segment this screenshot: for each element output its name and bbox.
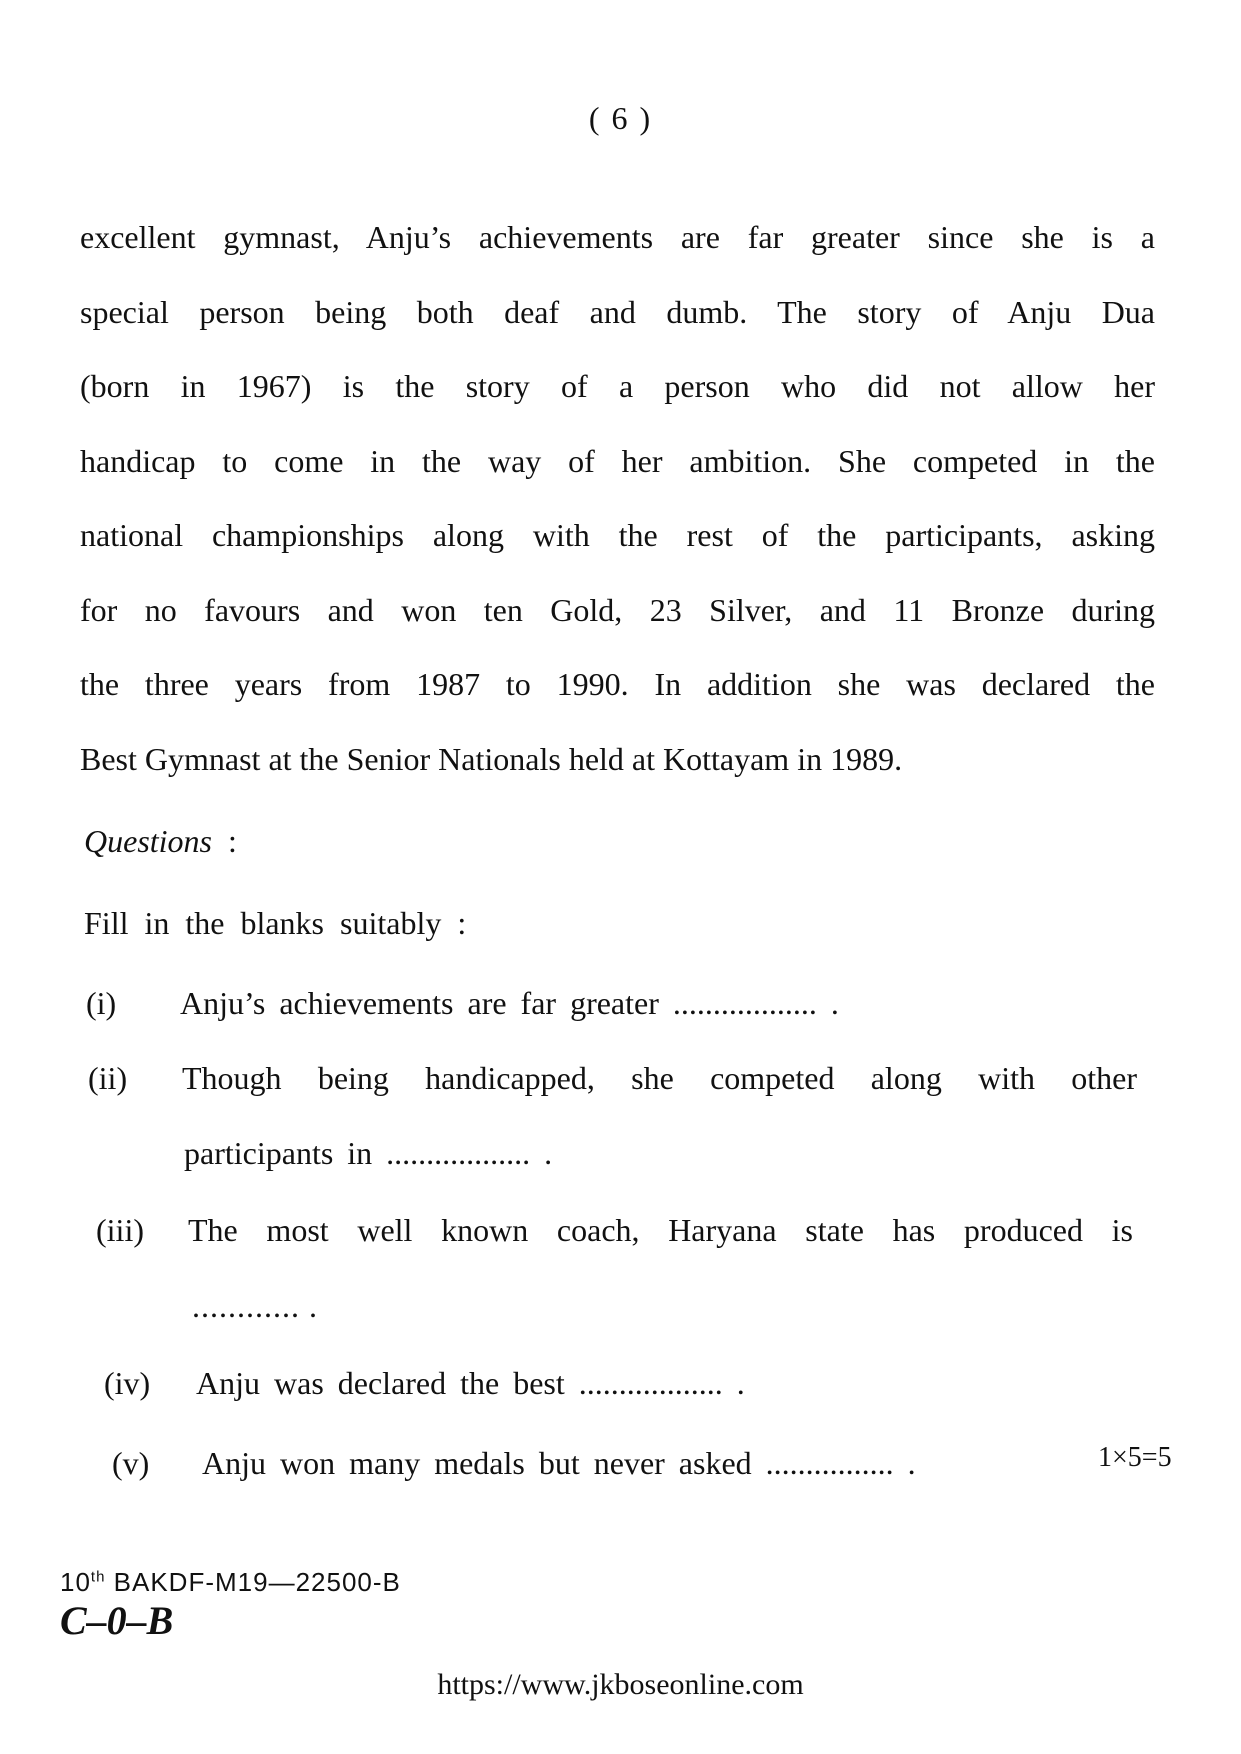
question-2-continuation: participants in .................. . bbox=[184, 1135, 553, 1171]
passage-line: handicap to come in the way of her ambition. She competed in the bbox=[80, 442, 1155, 479]
question-number: (v) bbox=[112, 1445, 150, 1481]
paper-code-sup: th bbox=[90, 1568, 106, 1586]
passage-line: for no favours and won ten Gold, 23 Silver, and 11 Bronze during bbox=[80, 591, 1155, 628]
paper-code-prefix: 10 bbox=[60, 1567, 91, 1597]
paper-code bbox=[60, 1567, 401, 1598]
passage-line: excellent gymnast, Anju’s achievements are far greater since she is a bbox=[80, 219, 1155, 255]
question-text: The most well known coach, Haryana state has produced is bbox=[188, 1212, 1133, 1248]
passage-line: the three years from 1987 to 1990. In addition she was declared the bbox=[80, 666, 1155, 702]
passage-line: national championships along with the rest of the participants, asking bbox=[80, 517, 1155, 553]
questions-heading bbox=[84, 823, 237, 860]
passage-line: special person being both deaf and dumb. The story of Anju Dua bbox=[80, 293, 1155, 330]
question-number: (iii) bbox=[96, 1212, 144, 1248]
question-number: (i) bbox=[86, 985, 117, 1021]
question-text: Anju was declared the best .................. . bbox=[196, 1365, 745, 1401]
question-number: (ii) bbox=[88, 1060, 128, 1096]
series-code: C–0–B bbox=[60, 1598, 174, 1643]
questions-heading-text: Questions bbox=[84, 823, 212, 859]
question-number: (iv) bbox=[104, 1365, 151, 1401]
passage-line: (born in 1967) is the story of a person who did not allow her bbox=[80, 368, 1155, 404]
question-3-continuation: ............ . bbox=[192, 1288, 318, 1324]
passage bbox=[80, 200, 1155, 796]
question-text: Anju’s achievements are far greater .................. . bbox=[180, 985, 839, 1021]
question-text: Though being handicapped, she competed along with other bbox=[182, 1060, 1137, 1096]
question-text: Anju won many medals but never asked ................ . bbox=[202, 1445, 916, 1481]
passage-line: Best Gymnast at the Senior Nationals held at Kottayam in 1989. bbox=[80, 740, 903, 777]
source-url: https://www.jkboseonline.com bbox=[437, 1668, 804, 1701]
page-number: ( 6 ) bbox=[588, 100, 653, 136]
instruction: Fill in the blanks suitably : bbox=[84, 905, 467, 941]
paper-code-rest: BAKDF-M19—22500-B bbox=[105, 1567, 401, 1597]
marks-allocation: 1×5=5 bbox=[1098, 1442, 1172, 1473]
questions-heading-colon: : bbox=[228, 823, 237, 859]
